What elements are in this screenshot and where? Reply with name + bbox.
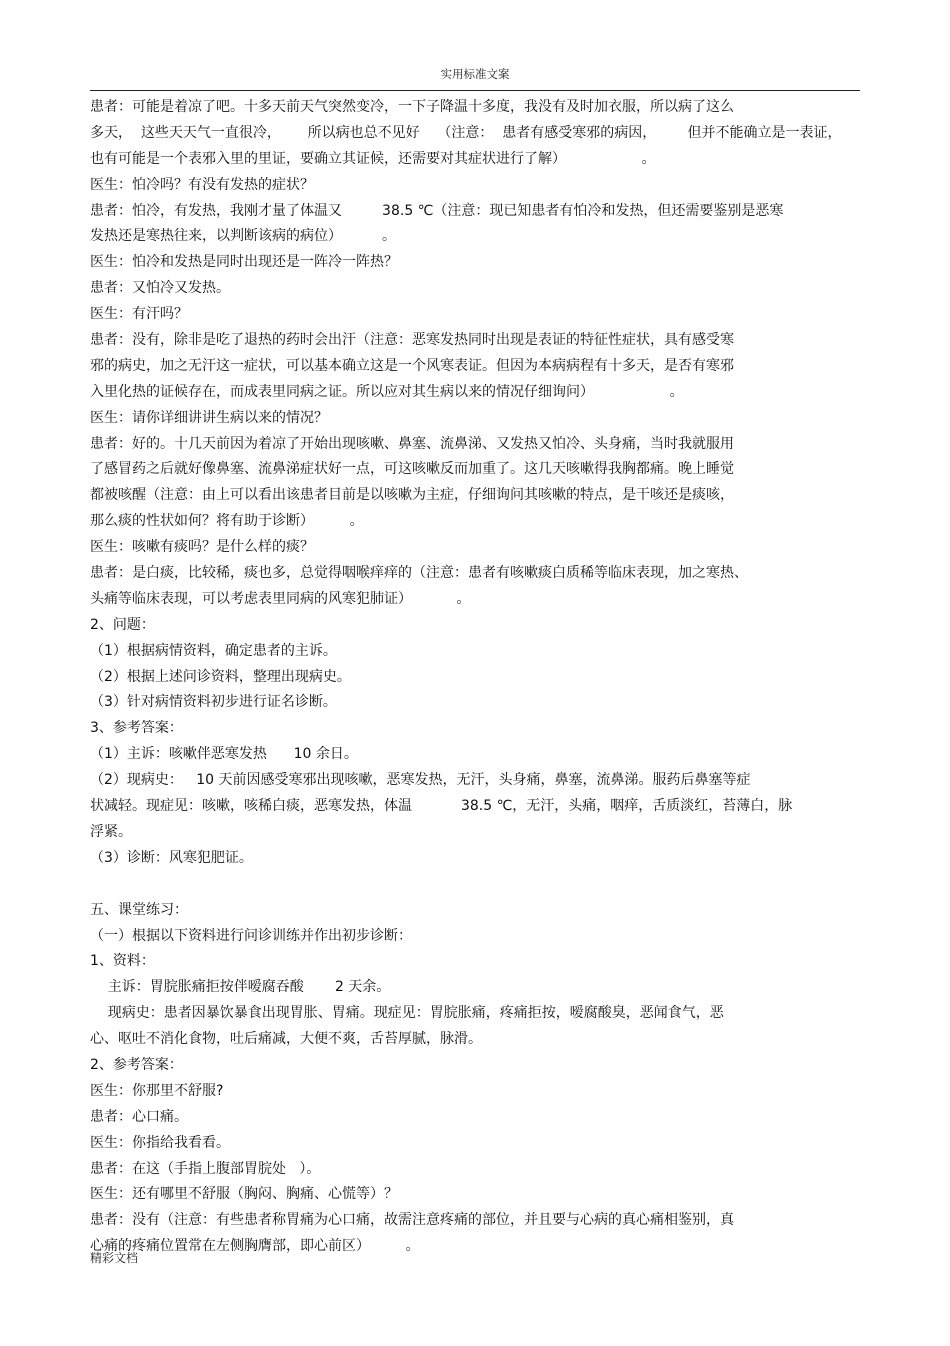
text-line: 患者：心口痛。 [90,1108,188,1125]
text-line: 心、呕吐不消化食物，吐后痛减，大便不爽，舌苔厚腻，脉滑。 [90,1031,482,1048]
text-line: 患者：没有（注意：有些患者称胃痛为心口痛，故需注意疼痛的部位，并且要与心病的真心痛相鉴别，真 [90,1212,734,1229]
text-line: 状减轻。现症见：咳嗽，咳稀白痰，恶寒发热，体温 38.5 ℃，无汗，头痛，咽痒，舌质淡红，苔薄白，脉 [90,798,793,815]
text-line: 2、参考答案： [90,1056,183,1073]
text-line: 多天， 这些天天气一直很冷， 所以病也总不见好 （注意： 患者有感受寒邪的病因， 但并不能确立是一表证， [90,124,842,141]
text-line: 头痛等临床表现，可以考虑表里同病的风寒犯肺证） 。 [90,590,471,607]
text-line: 都被咳醒（注意：由上可以看出该患者目前是以咳嗽为主症，仔细询问其咳嗽的特点，是干咳还是痰咳， [90,487,734,504]
text-line: 五、课堂练习： [90,901,188,918]
text-line: 医生：怕冷和发热是同时出现还是一阵冷一阵热？ [90,254,398,271]
text-line: 入里化热的证候存在，而成表里同病之证。所以应对其生病以来的情况仔细询问） 。 [90,383,684,400]
text-line: 医生：怕冷吗？有没有发热的症状？ [90,176,314,193]
text-line: 心痛的疼痛位置常在左侧胸膺部，即心前区） 。 [90,1238,420,1255]
text-line: （3）诊断：风寒犯肥证。 [90,849,253,866]
text-line: 2、问题： [90,616,155,633]
text-line: 医生：你那里不舒服? [90,1082,224,1099]
text-line: 患者：在这（手指上腹部胃脘处 ）。 [90,1160,321,1177]
text-line: 现病史：患者因暴饮暴食出现胃胀、胃痛。现症见：胃脘胀痛，疼痛拒按，嗳腐酸臭，恶闻食气，恶 [90,1005,724,1022]
text-line: 患者：怕冷，有发热，我刚才量了体温又 38.5 ℃（注意：现已知患者有怕冷和发热，但还需要鉴别是恶寒 [90,202,784,219]
text-line: 患者：又怕冷又发热。 [90,280,230,297]
text-line: （1）主诉：咳嗽伴恶寒发热 10 余日。 [90,746,358,763]
text-line: 了感冒药之后就好像鼻塞、流鼻涕症状好一点，可这咳嗽反而加重了。这几天咳嗽得我胸都痛。晚上睡觉 [90,461,734,478]
text-line: 也有可能是一个表邪入里的里证，要确立其证候，还需要对其症状进行了解） 。 [90,150,656,167]
text-line: 患者：好的。十几天前因为着凉了开始出现咳嗽、鼻塞、流鼻涕、又发热又怕冷、头身痛，当时我就服用 [90,435,734,452]
document-body [90,95,865,1260]
text-line: 主诉：胃脘胀痛拒按伴嗳腐吞酸 2 天余。 [90,979,391,996]
text-line: （1）根据病情资料，确定患者的主诉。 [90,642,337,659]
text-line: 3、参考答案： [90,720,183,737]
text-line: 发热还是寒热往来，以判断该病的病位） 。 [90,228,397,245]
blank-line [90,872,865,898]
text-line: 浮紧。 [90,823,132,840]
text-line: 医生：还有哪里不舒服（胸闷、胸痛、心慌等）？ [90,1186,398,1203]
text-line: 邪的病史，加之无汗这一症状，可以基本确立这是一个风寒表证。但因为本病病程有十多天，是否有寒邪 [90,357,734,374]
text-line: 患者：可能是着凉了吧。十多天前天气突然变冷，一下子降温十多度，我没有及时加衣服，所以病了这么 [90,99,734,115]
text-line: （2）现病史： 10 天前因感受寒邪出现咳嗽，恶寒发热，无汗，头身痛，鼻塞，流鼻涕。服药后鼻塞等症 [90,772,751,789]
text-line: 医生：有汗吗？ [90,306,188,323]
text-line: （3）针对病情资料初步进行证名诊断。 [90,694,337,711]
header-rule [90,90,860,91]
text-line: 患者：没有，除非是吃了退热的药时会出汗（注意：恶寒发热同时出现是表证的特征性症状，具有感受寒 [90,332,734,349]
text-line: 医生：你指给我看看。 [90,1134,230,1151]
page-footer: 精彩文档 [90,1251,139,1265]
text-line: 患者：是白痰，比较稀，痰也多，总觉得咽喉痒痒的（注意：患者有咳嗽痰白质稀等临床表现，加之寒热、 [90,565,748,582]
text-line: （2）根据上述问诊资料，整理出现病史。 [90,668,351,685]
text-line: 那么痰的性状如何？将有助于诊断） 。 [90,513,364,530]
text-line: 医生：请你详细讲讲生病以来的情况？ [90,409,328,426]
text-line: 医生：咳嗽有痰吗？是什么样的痰？ [90,539,314,556]
text-line: 1、资料： [90,953,155,970]
text-line: （一）根据以下资料进行问诊训练并作出初步诊断： [90,927,412,944]
page-header: 实用标准文案 [440,67,510,81]
